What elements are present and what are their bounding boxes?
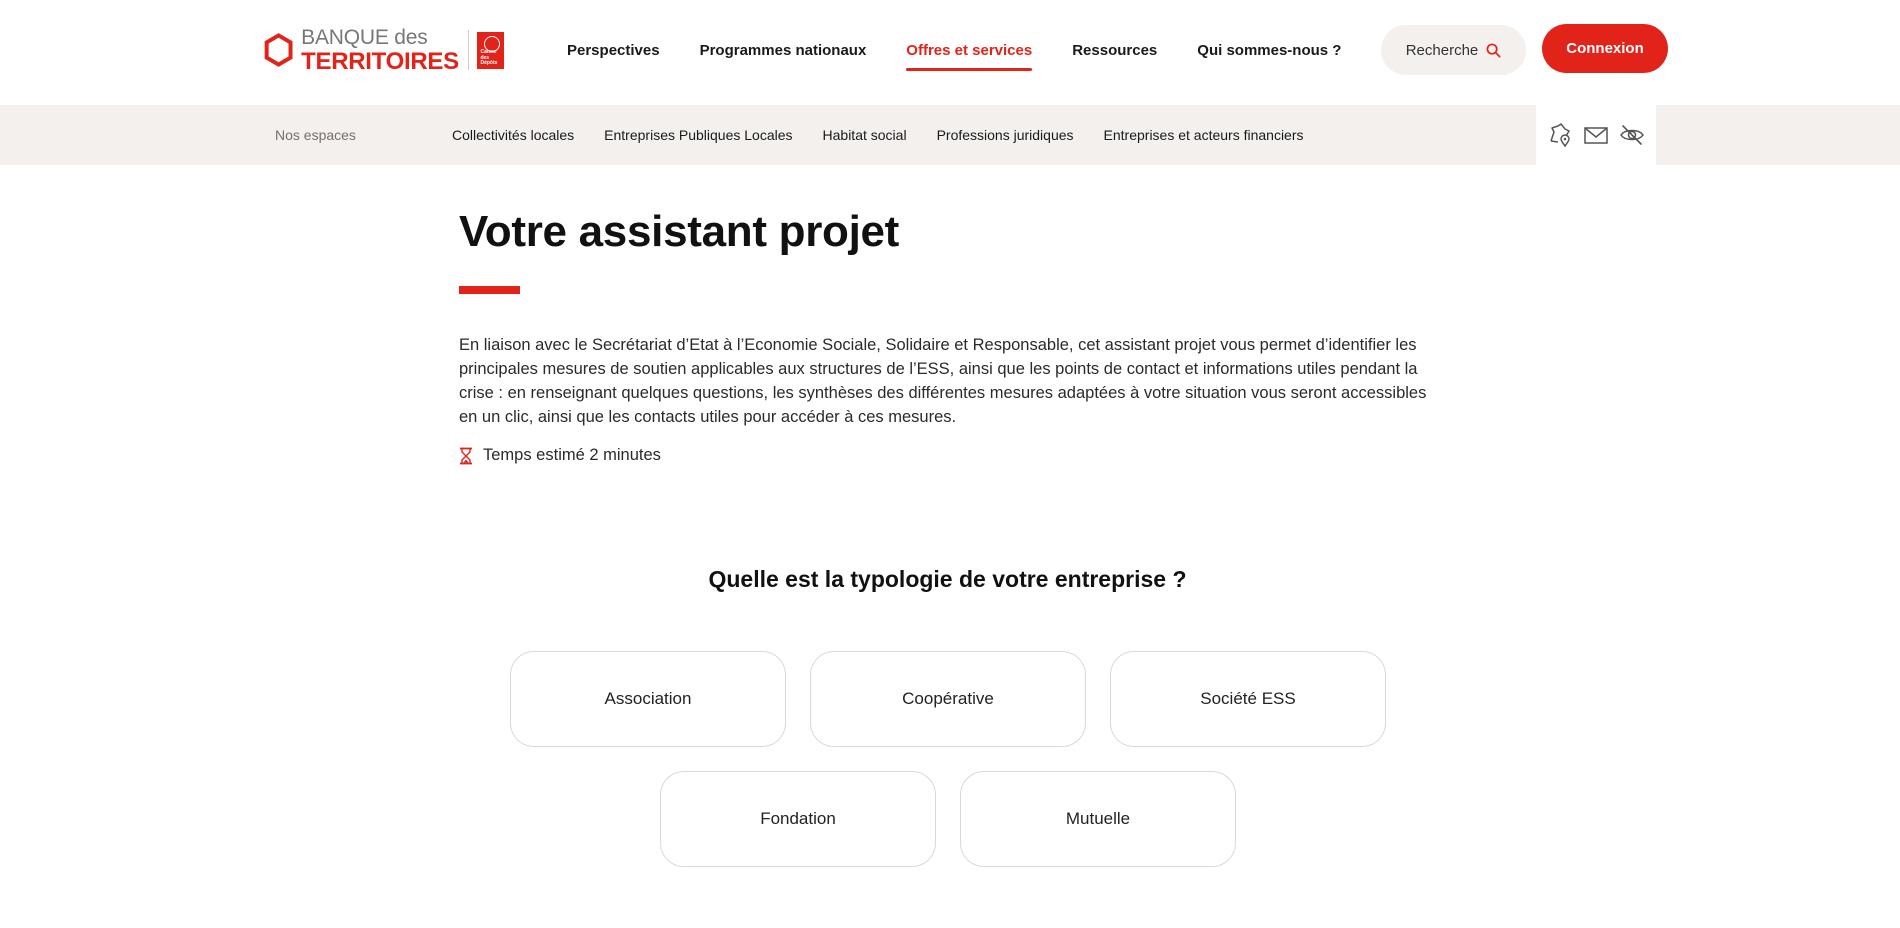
subnav-item-collectivites[interactable]: Collectivités locales	[452, 127, 575, 143]
page-title: Votre assistant projet	[459, 207, 900, 256]
logo-line-2: TERRITOIRES	[301, 47, 459, 75]
hourglass-icon	[459, 447, 473, 465]
main-navigation	[567, 0, 1381, 100]
search-label: Recherche	[1405, 41, 1479, 59]
login-button[interactable]: Connexion	[1542, 24, 1668, 73]
hexagon-logo-icon	[264, 25, 293, 75]
subnav-item-entreprises-financiers[interactable]: Entreprises et acteurs financiers	[1103, 127, 1304, 143]
intro-paragraph: En liaison avec le Secrétariat d’Etat à l’Economie Sociale, Solidaire et Responsable, cet assistant projet vous permet d’identifier les principales mesures de soutien applicables aux structures de l’ESS, ainsi que les points de contact et informations utiles pendant la crise : en renseignant quelques questions, les synthèses des différentes mesures adaptées à votre situation vous seront accessibles en un clic, ainsi que les contacts utiles pour accéder à ces mesures.	[459, 336, 1427, 426]
option-association[interactable]: Association	[510, 651, 786, 747]
eye-slash-icon[interactable]	[1618, 121, 1646, 149]
subnav-item-professions-juridiques[interactable]: Professions juridiques	[936, 127, 1074, 143]
caisse-des-depots-badge	[477, 32, 504, 69]
nav-item-perspectives[interactable]: Perspectives	[567, 41, 660, 59]
subnav-label: Nos espaces	[275, 127, 356, 143]
option-mutuelle[interactable]: Mutuelle	[960, 771, 1236, 867]
nav-item-programmes-nationaux[interactable]: Programmes nationaux	[699, 41, 867, 59]
time-estimate-text: Temps estimé 2 minutes	[483, 446, 661, 464]
badge-text: Caisse des Dépôts	[480, 49, 498, 66]
search-button[interactable]	[1381, 25, 1526, 75]
subnav-item-habitat-social[interactable]: Habitat social	[822, 127, 907, 143]
site-header	[0, 0, 1900, 105]
option-fondation[interactable]: Fondation	[660, 771, 936, 867]
search-icon	[1486, 43, 1501, 58]
site-logo[interactable]	[264, 24, 504, 76]
logo-divider	[468, 30, 469, 70]
seal-icon	[484, 36, 500, 52]
title-underline	[459, 286, 520, 294]
option-societe-ess[interactable]: Société ESS	[1110, 651, 1386, 747]
question-title: Quelle est la typologie de votre entreprise ?	[708, 566, 1187, 592]
logo-wordmark	[301, 27, 459, 74]
logo-line-1: BANQUE des	[301, 25, 428, 49]
mail-icon[interactable]	[1582, 121, 1610, 149]
map-location-icon[interactable]	[1546, 121, 1574, 149]
subnav-links	[452, 105, 1334, 165]
nav-item-ressources[interactable]: Ressources	[1072, 41, 1158, 59]
nav-item-offres-et-services[interactable]: Offres et services	[906, 0, 1032, 100]
subnav-tools	[1536, 105, 1656, 165]
time-estimate	[459, 446, 661, 465]
subnav-item-epl[interactable]: Entreprises Publiques Locales	[604, 127, 793, 143]
nav-item-qui-sommes-nous[interactable]: Qui sommes-nous ?	[1197, 41, 1342, 59]
option-cooperative[interactable]: Coopérative	[810, 651, 1086, 747]
